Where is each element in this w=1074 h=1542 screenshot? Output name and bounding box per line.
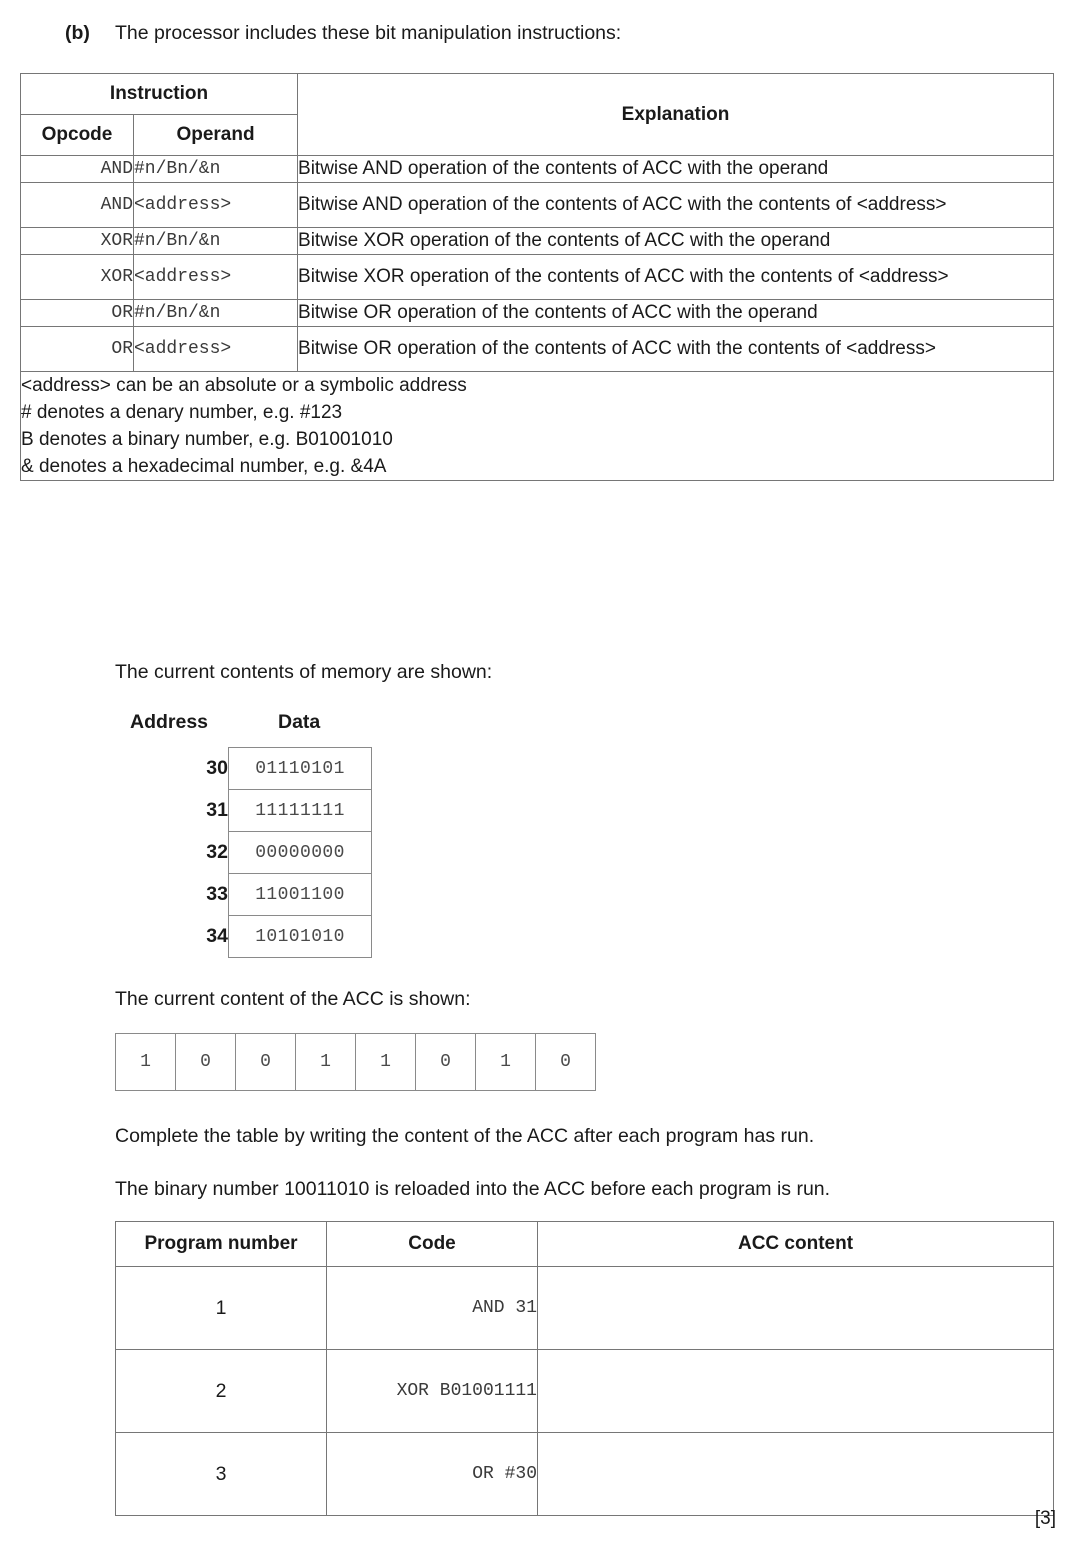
instruction-opcode: XOR — [21, 228, 134, 255]
acc-bit-cell: 0 — [236, 1034, 296, 1091]
footnote-line: & denotes a hexadecimal number, e.g. &4A — [21, 456, 387, 477]
program-row — [116, 1433, 1054, 1516]
question-text: The processor includes these bit manipulation instructions: — [115, 22, 622, 44]
memory-data: 01110101 — [229, 748, 372, 790]
instruction-footnotes-row — [21, 372, 1054, 481]
memory-data: 11111111 — [229, 790, 372, 832]
header-operand: Operand — [134, 115, 298, 156]
instruction-explanation: Bitwise XOR operation of the contents of ACC with the operand — [298, 228, 1054, 255]
acc-bit-cell: 1 — [296, 1034, 356, 1091]
acc-content-table — [115, 1033, 596, 1091]
instruction-operand: #n/Bn/&n — [134, 156, 298, 183]
memory-data: 10101010 — [229, 916, 372, 958]
instruction-row — [21, 300, 1054, 327]
memory-data: 00000000 — [229, 832, 372, 874]
instruction-opcode: OR — [21, 327, 134, 372]
program-code: AND 31 — [327, 1267, 538, 1350]
question-header — [65, 20, 1025, 46]
memory-header-address: Address — [130, 711, 209, 733]
program-code: OR #30 — [327, 1433, 538, 1516]
program-row — [116, 1267, 1054, 1350]
instruction-operand: <address> — [134, 255, 298, 300]
memory-address: 34 — [206, 925, 228, 947]
header-explanation: Explanation — [298, 74, 1054, 156]
footnote-line: # denotes a denary number, e.g. #123 — [21, 402, 343, 423]
instruction-explanation: Bitwise OR operation of the contents of ACC with the operand — [298, 300, 1054, 327]
memory-row — [130, 748, 372, 790]
memory-header-data: Data — [278, 711, 321, 733]
acc-bit-cell: 0 — [536, 1034, 596, 1091]
instruction-explanation: Bitwise AND operation of the contents of ACC with the contents of <address> — [298, 183, 1054, 228]
instruction-row — [21, 327, 1054, 372]
acc-bit-cell: 1 — [116, 1034, 176, 1091]
program-answer-table — [115, 1221, 1054, 1516]
instruction-row — [21, 183, 1054, 228]
instruction-operand: <address> — [134, 327, 298, 372]
memory-address: 32 — [206, 841, 228, 863]
task-complete-text: Complete the table by writing the content of the ACC after each program has run. — [115, 1125, 815, 1147]
program-row — [116, 1350, 1054, 1433]
instruction-explanation: Bitwise AND operation of the contents of ACC with the operand — [298, 156, 1054, 183]
program-number: 3 — [116, 1433, 327, 1516]
instruction-row — [21, 228, 1054, 255]
header-code: Code — [327, 1222, 538, 1267]
program-acc-answer-field[interactable] — [538, 1267, 1054, 1350]
acc-bit-cell: 1 — [356, 1034, 416, 1091]
instruction-footnotes — [21, 372, 1054, 481]
question-label: (b) — [65, 22, 90, 44]
program-number: 2 — [116, 1350, 327, 1433]
program-number: 1 — [116, 1267, 327, 1350]
header-opcode: Opcode — [21, 115, 134, 156]
header-instruction: Instruction — [21, 74, 298, 115]
memory-data: 11001100 — [229, 874, 372, 916]
instruction-row — [21, 255, 1054, 300]
program-acc-answer-field[interactable] — [538, 1350, 1054, 1433]
instruction-operand: #n/Bn/&n — [134, 300, 298, 327]
task-reload-text: The binary number 10011010 is reloaded into the ACC before each program is run. — [115, 1178, 831, 1200]
memory-table-headers — [130, 711, 372, 739]
footnote-line: <address> can be an absolute or a symbolic address — [21, 375, 467, 396]
memory-row — [130, 790, 372, 832]
memory-intro-text: The current contents of memory are shown: — [115, 661, 493, 683]
instruction-row — [21, 156, 1054, 183]
memory-address: 30 — [206, 757, 228, 779]
memory-row — [130, 916, 372, 958]
program-code: XOR B01001111 — [327, 1350, 538, 1433]
acc-bit-cell: 0 — [176, 1034, 236, 1091]
acc-bit-cell: 1 — [476, 1034, 536, 1091]
instruction-explanation: Bitwise XOR operation of the contents of ACC with the contents of <address> — [298, 255, 1054, 300]
acc-bit-row — [116, 1034, 596, 1091]
memory-row — [130, 874, 372, 916]
instruction-opcode: OR — [21, 300, 134, 327]
instruction-operand: #n/Bn/&n — [134, 228, 298, 255]
program-table-header-row — [116, 1222, 1054, 1267]
marks-indicator: [3] — [1034, 1508, 1056, 1529]
memory-table — [130, 747, 372, 958]
instruction-operand: <address> — [134, 183, 298, 228]
memory-address: 31 — [206, 799, 228, 821]
instruction-set-table — [20, 73, 1054, 481]
acc-bit-cell: 0 — [416, 1034, 476, 1091]
header-program-number: Program number — [116, 1222, 327, 1267]
acc-intro-text: The current content of the ACC is shown: — [115, 988, 471, 1010]
instruction-explanation: Bitwise OR operation of the contents of ACC with the contents of <address> — [298, 327, 1054, 372]
header-acc-content: ACC content — [538, 1222, 1054, 1267]
memory-table-wrapper — [130, 711, 372, 958]
instruction-opcode: AND — [21, 183, 134, 228]
instruction-table-header-row-1 — [21, 74, 1054, 115]
program-acc-answer-field[interactable] — [538, 1433, 1054, 1516]
instruction-opcode: XOR — [21, 255, 134, 300]
footnote-line: B denotes a binary number, e.g. B01001010 — [21, 429, 393, 450]
memory-address: 33 — [206, 883, 228, 905]
instruction-opcode: AND — [21, 156, 134, 183]
memory-row — [130, 832, 372, 874]
